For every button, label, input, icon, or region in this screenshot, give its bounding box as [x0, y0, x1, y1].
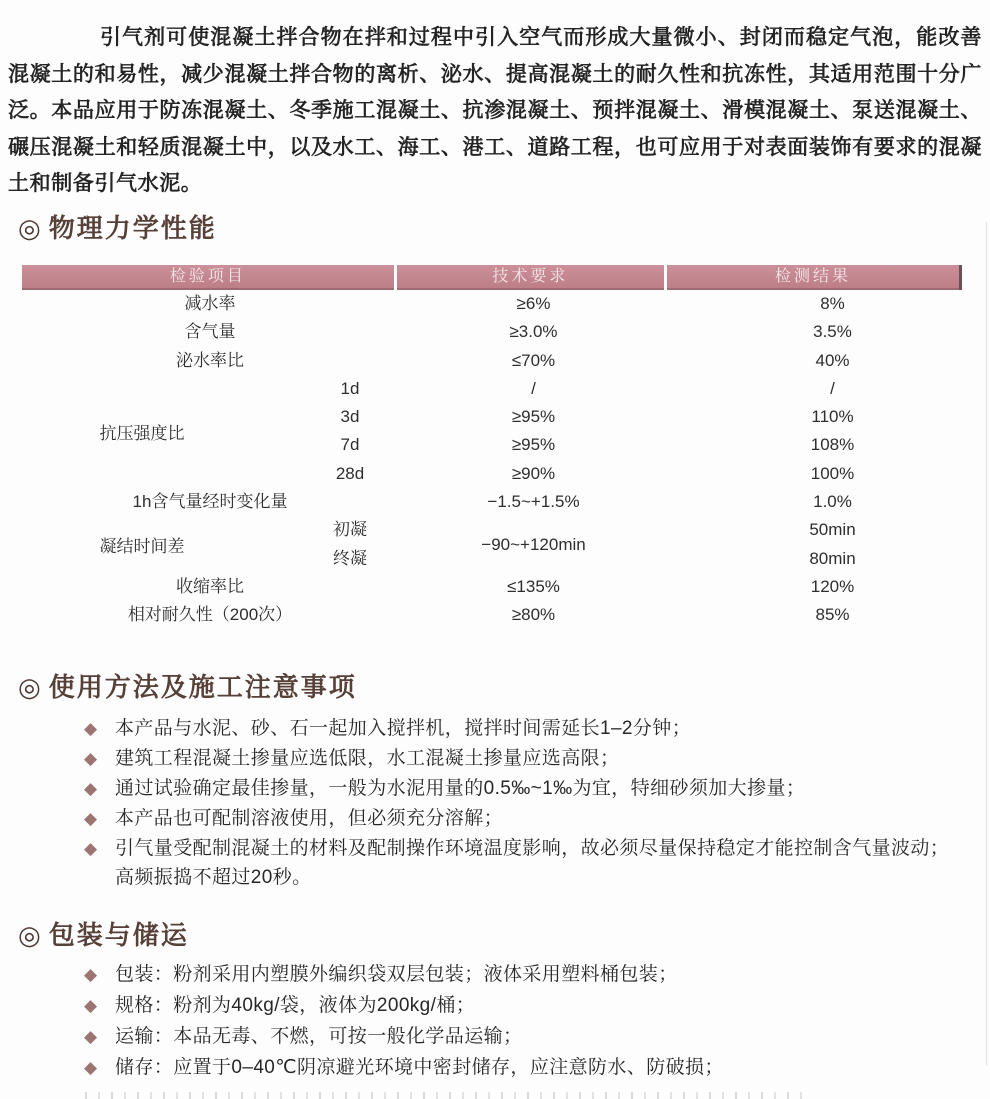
diamond-bullet-icon: ◆	[84, 964, 98, 984]
table-body	[22, 290, 962, 630]
cell-item: 相对耐久性（200次）	[127, 605, 293, 625]
age-label: 7d	[340, 435, 360, 455]
cell-result: 8%	[820, 293, 845, 313]
usage-list	[0, 714, 990, 892]
list-item-text: 建筑工程混凝土掺量应选低限，水工混凝土掺量应选高限；	[115, 747, 620, 769]
diamond-bullet-icon: ◆	[84, 1057, 98, 1077]
setting-group-row	[22, 516, 962, 573]
cell-requirement: /	[531, 378, 536, 398]
list-item-text: 引气量受配制混凝土的材料及配制操作环境温度影响，故必须尽量保持稳定才能控制含气量波动；	[115, 837, 950, 859]
cell-result: 3.5%	[813, 322, 852, 342]
header-cell-item: 检验项目	[22, 265, 394, 290]
list-item-text: 储存：应置于0–40℃阴凉避光环境中密封储存，应注意防水、防破损；	[115, 1056, 724, 1078]
packaging-list	[0, 959, 990, 1083]
diamond-bullet-icon: ◆	[84, 748, 98, 768]
cell-requirement: ≥6%	[516, 293, 551, 313]
cell-item: 减水率	[184, 293, 236, 313]
cell-result: 100%	[810, 463, 855, 483]
age-sublabels	[262, 375, 398, 488]
phase-label: 终凝	[333, 548, 367, 568]
list-item	[0, 774, 990, 804]
table-row	[22, 318, 962, 346]
diamond-bullet-icon: ◆	[84, 838, 98, 858]
age-label: 28d	[335, 463, 365, 483]
phase-label: 初凝	[333, 520, 367, 540]
cell-result: 1.0%	[813, 492, 852, 512]
performance-table	[22, 265, 962, 630]
cell-requirement: ≥80%	[511, 605, 556, 625]
diamond-bullet-icon: ◆	[84, 808, 98, 828]
setting-group-item-cell	[22, 516, 398, 573]
age-label: 1d	[340, 378, 360, 398]
cell-requirement: ≥95%	[511, 407, 556, 427]
diamond-bullet-icon: ◆	[84, 995, 98, 1015]
setting-results	[669, 516, 962, 573]
strength-results	[669, 375, 962, 488]
cell-result: 120%	[810, 576, 855, 596]
strength-requirements	[398, 375, 669, 488]
list-item	[0, 959, 990, 990]
diamond-bullet-icon: ◆	[84, 1026, 98, 1046]
strength-group-item-cell	[22, 375, 398, 488]
cell-item: 含气量	[184, 322, 236, 342]
diamond-bullet-icon: ◆	[84, 778, 98, 798]
section-title-physical	[18, 213, 990, 243]
list-item	[0, 990, 990, 1021]
list-item-text: 包装：粉剂采用内塑膜外编织袋双层包装；液体采用塑料桶包装；	[115, 963, 678, 985]
scan-edge-artifact	[986, 222, 987, 1065]
cell-requirement: ≤135%	[507, 576, 560, 596]
table-row	[22, 290, 962, 318]
cell-item: 泌水率比	[176, 350, 244, 370]
section-title-usage	[18, 672, 990, 702]
cell-requirement: −90~+120min	[481, 534, 586, 554]
cell-requirement: −1.5~+1.5%	[487, 492, 580, 512]
age-label: 3d	[340, 407, 360, 427]
section-marker-icon: ◎	[18, 671, 43, 702]
list-item	[0, 804, 990, 834]
phase-sublabels	[262, 516, 398, 573]
diamond-bullet-icon: ◆	[84, 718, 98, 738]
section-marker-icon: ◎	[18, 212, 43, 243]
header-cell-requirement: 技术要求	[397, 265, 664, 290]
cell-requirement: ≥90%	[511, 463, 556, 483]
table-row	[22, 347, 962, 375]
list-item	[0, 1021, 990, 1052]
list-item-continuation: 高频振捣不超过20秒。	[115, 866, 312, 888]
list-item-text: 本产品与水泥、砂、石一起加入搅拌机，搅拌时间需延长1–2分钟；	[115, 717, 692, 739]
list-item	[0, 744, 990, 774]
table-row	[22, 601, 962, 629]
section-title-text: 包装与储运	[48, 919, 189, 950]
cell-result: /	[830, 378, 835, 398]
list-item-text: 通过试验确定最佳掺量，一般为水泥用量的0.5‰~1‰为宜，特细砂须加大掺量；	[115, 777, 806, 799]
list-item	[0, 714, 990, 744]
cell-result: 40%	[815, 350, 850, 370]
section-title-text: 物理力学性能	[48, 212, 217, 243]
cell-result: 85%	[815, 605, 850, 625]
cropped-bottom-line	[85, 1092, 813, 1099]
section-title-packaging	[18, 920, 990, 950]
table-row	[22, 488, 962, 516]
cell-item: 收缩率比	[176, 576, 244, 596]
strength-group-row	[22, 375, 962, 488]
cell-item: 1h含气量经时变化量	[132, 492, 288, 512]
intro-paragraph: 引气剂可使混凝土拌合物在拌和过程中引入空气而形成大量微小、封闭而稳定气泡，能改善混凝土的和易性，减少混凝土拌合物的离析、泌水、提高混凝土的耐久性和抗冻性，其适用范围十分广泛。本品应用于防冻混凝土、冬季施工混凝土、抗渗混凝土、预拌混凝土、滑模混凝土、泵送混凝土、碾压混凝土和轻质混凝土中，以及水工、海工、港工、道路工程，也可应用于对表面装饰有要求的混凝土和制备引气水泥。	[8, 26, 982, 196]
section-title-text: 使用方法及施工注意事项	[48, 671, 357, 702]
group-label: 抗压强度比	[99, 423, 185, 443]
section-marker-icon: ◎	[18, 919, 43, 950]
table-header-row	[22, 265, 962, 290]
list-item-text: 规格：粉剂为40kg/袋，液体为200kg/桶；	[115, 994, 476, 1016]
header-cell-result: 检测结果	[667, 265, 959, 290]
cell-result: 80min	[809, 548, 856, 568]
list-item-text: 本产品也可配制溶液使用，但必须充分溶解；	[115, 807, 504, 829]
table-row	[22, 573, 962, 601]
cell-result: 108%	[810, 435, 855, 455]
list-item-text: 运输：本品无毒、不燃，可按一般化学品运输；	[115, 1025, 523, 1047]
cell-requirement: ≥95%	[511, 435, 556, 455]
list-item	[0, 834, 990, 892]
cell-result: 110%	[811, 407, 854, 427]
list-item	[0, 1052, 990, 1083]
cell-result: 50min	[809, 520, 856, 540]
group-label: 凝结时间差	[99, 537, 185, 557]
cell-requirement: ≥3.0%	[509, 322, 558, 342]
cell-requirement: ≤70%	[511, 350, 556, 370]
